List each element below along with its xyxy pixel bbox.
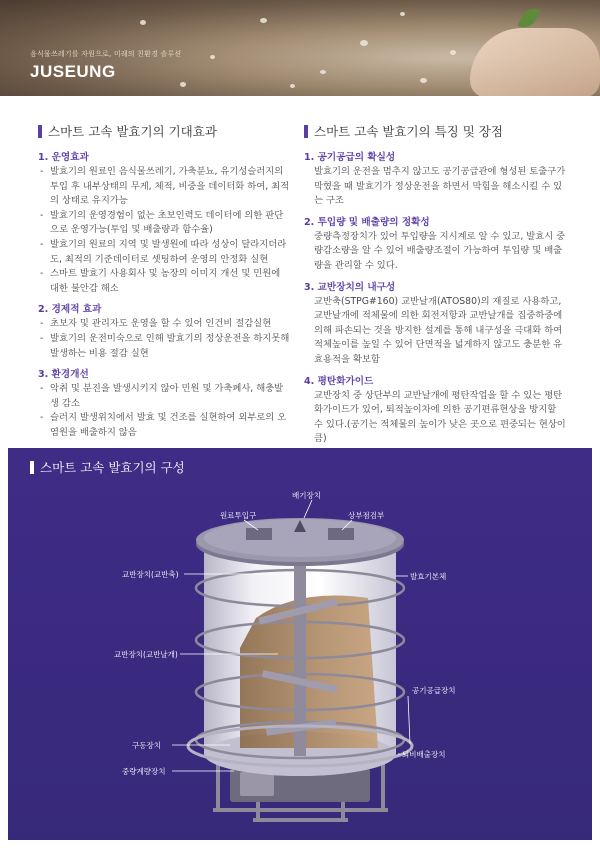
motor: [240, 772, 274, 796]
label-drive: 구동장치: [132, 741, 161, 750]
group-text: 발효기의 운전을 멈추지 않고도 공기공급관에 형성된 토출구가 막혔을 때 발효기가 정상운전을 하면서 막힘을 해소시킬 수 있는 구조: [314, 166, 566, 207]
label-blade: 교반장치(교반날개): [114, 650, 178, 659]
banner-tagline: 음식물쓰레기를 자원으로, 미래의 친환경 솔루션: [30, 50, 182, 58]
list-item: - 초보자 및 관리자도 운영을 할 수 있어 인건비 절감실현: [38, 317, 292, 332]
fermenter-diagram: [8, 448, 592, 840]
list-item: - 스마트 발효기 사용회사 및 농장의 이미지 개선 및 민원에 대한 불안감 해소: [38, 267, 292, 296]
list-item: - 발효기의 원료인 음식물쓰레기, 가축분뇨, 유기성슬러지의 투입 후 내부상태의 무게, 체적, 비중을 데이터화 하여, 최적의 상태로 유지가능: [38, 165, 292, 209]
list-item: - 발효기의 운전미숙으로 인해 발효기의 정상운전을 하지못해 발생하는 비용 절감 실현: [38, 332, 292, 361]
section-title-features: [304, 122, 503, 140]
tank-lid: [196, 518, 404, 566]
group-text: 중량측정장치가 있어 투입량을 지시계로 알 수 있고, 발효시 중량감소량을 알 수 있어 배출량조절이 가능하여 투입량 및 배출량을 관리할 수 있다.: [314, 230, 566, 271]
label-body: 발효기본체: [410, 572, 447, 581]
inlet-hatch: [246, 528, 272, 540]
group-heading: 4. 평탄화가이드: [304, 375, 374, 387]
hand-with-soil-image: [470, 28, 600, 96]
label-air: 공기공급장치: [412, 686, 456, 695]
section-bar-icon: [38, 125, 42, 138]
label-weigh: 중량계량장치: [122, 767, 166, 776]
inspection-hatch: [328, 528, 354, 540]
section-title-text: 스마트 고속 발효기의 특징 및 장점: [314, 124, 503, 139]
list-item: - 악취 및 분진을 발생시키지 않아 민원 및 가축폐사, 해충발생 감소: [38, 382, 292, 411]
label-inlet: 원료투입구: [220, 511, 257, 520]
group-heading: 1. 공기공급의 확실성: [304, 152, 396, 163]
list-item: - 발효기의 운영경험이 없는 초보인력도 데이터에 의한 판단으로 운영가능(투입 및 배출량과 함수율): [38, 209, 292, 238]
header-banner: [0, 0, 600, 96]
label-shaft: 교반장치(교반축): [122, 570, 179, 579]
section-bar-icon: [304, 125, 308, 138]
group-heading: 1. 운영효과: [38, 152, 89, 163]
group-text: 교반축(STPG#160) 교반날개(ATOS80)의 재질로 사용하고, 교반날개에 적체물에 의한 회전저항과 교반날개를 집중하중에 의해 파손되는 것을 방지한 설계를 통해 내구성을 극대화 하여 적체높이를 높일 수 있어 단면적을 넓게하지 않고도 충분한 유효용적을 확보함: [314, 295, 563, 365]
list-item: - 슬러지 발생위치에서 발효 및 건조를 실현하여 외부로의 오염원을 배출하지 않음: [38, 411, 292, 440]
label-hatch: 상부점검부: [348, 511, 385, 520]
section-title-text: 스마트 고속 발효기의 기대효과: [48, 124, 217, 139]
group-heading: 2. 경제적 효과: [38, 304, 102, 316]
effects-column: [38, 150, 292, 441]
features-column: [304, 150, 566, 447]
group-heading: 3. 환경개선: [38, 369, 89, 381]
agitator-shaft: [294, 538, 306, 756]
label-exhaust: 배기장치: [292, 491, 321, 500]
brand-logo: JUSEUNG: [30, 62, 116, 81]
group-text: 교반장치 중 상단부의 교반날개에 평탄작업을 할 수 있는 평탄화가이드가 있어, 퇴적높이차에 의한 공기편류현상을 방지할 수 있다.(공기는 적체물의 높이가 낮은 곳으로 편중되는 현상이 큼): [314, 389, 566, 445]
diagram-title-text: 스마트 고속 발효기의 구성: [40, 460, 185, 475]
group-heading: 2. 투입량 및 배출량의 정확성: [304, 216, 430, 228]
group-heading: 3. 교반장치의 내구성: [304, 281, 396, 293]
list-item: - 발효기의 원료의 지역 및 발생원에 따라 성상이 달라지더라도, 최적의 기준데이터로 셋팅하여 운영의 안정화 실현: [38, 238, 292, 267]
label-discharge: 퇴비배출장치: [402, 750, 446, 759]
section-title-effects: [38, 122, 217, 140]
